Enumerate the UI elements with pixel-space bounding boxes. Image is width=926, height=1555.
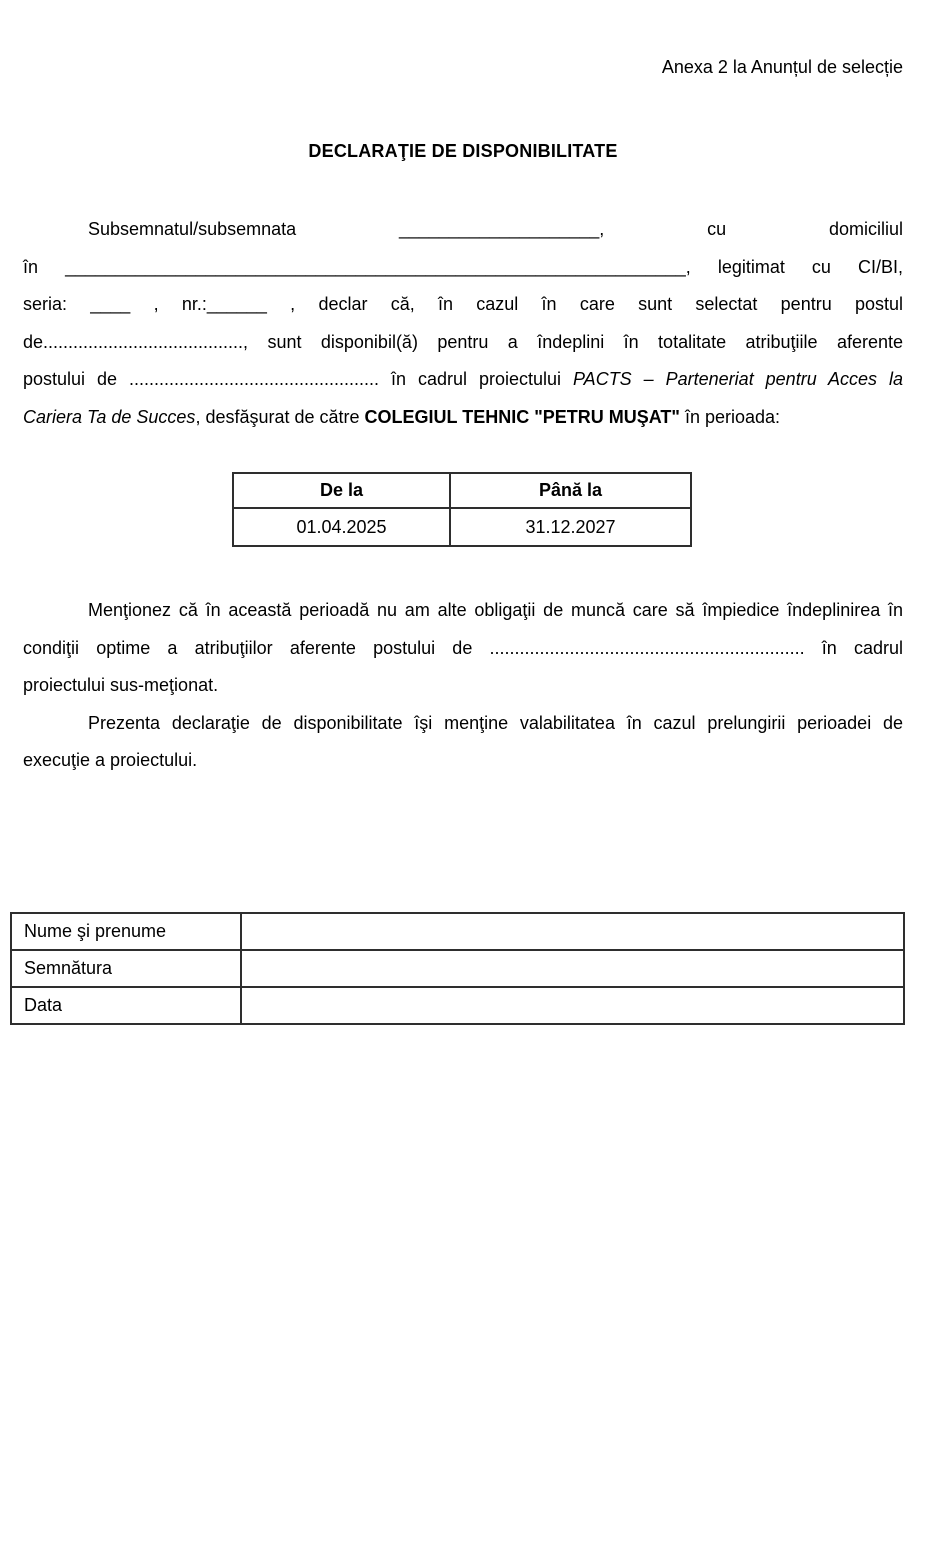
- para1-line5: [23, 361, 903, 399]
- para1-line2: în ______________________________________________________________, legitimat cu CI/BI,: [23, 256, 903, 277]
- institution-name: COLEGIUL TEHNIC "PETRU MUŞAT": [364, 406, 680, 427]
- period-table: [232, 472, 692, 547]
- para1-line4: de........................................, sunt disponibil(ă) pentru a îndeplini în totalitate atribuţiile aferente: [23, 331, 903, 352]
- para2-line3: proiectului sus-meţionat.: [23, 675, 219, 695]
- period-end-date: 31.12.2027: [450, 508, 691, 546]
- para1-line6-text2: în perioada:: [679, 406, 781, 427]
- date-value-cell: [241, 987, 904, 1024]
- signature-table: [10, 912, 905, 1025]
- date-label: Data: [11, 987, 241, 1024]
- para2-line2: condiţii optime a atribuţiilor aferente postului de ............................................................... în cadrul: [23, 637, 903, 658]
- name-value-cell: [241, 913, 904, 950]
- name-label: Nume şi prenume: [11, 913, 241, 950]
- table-row-signature: [11, 950, 904, 987]
- table-row-date: [11, 987, 904, 1024]
- signature-value-cell: [241, 950, 904, 987]
- para3-line1: Prezenta declaraţie de disponibilitate îşi menţine valabilitatea în cazul prelungirii perioadei de: [88, 712, 903, 733]
- period-start-date: 01.04.2025: [233, 508, 450, 546]
- project-name-part1: PACTS – Parteneriat pentru Acces la: [573, 369, 903, 389]
- para2-line1: Menţionez că în această perioadă nu am alte obligaţii de muncă care să împiedice îndeplinirea în: [88, 600, 903, 620]
- para3-line2: execuţie a proiectului.: [23, 750, 198, 770]
- document-page: [0, 55, 926, 1555]
- annex-label: Anexa 2 la Anunțul de selecție: [661, 57, 903, 77]
- para1-line1: Subsemnatul/subsemnata ____________________, cu domiciliul: [88, 219, 903, 239]
- para1-line5-text: postului de .................................................. în cadrul proiectului: [23, 369, 574, 389]
- period-table-header-from: De la: [233, 473, 450, 508]
- para1-line3: seria: ____ , nr.:______ , declar că, în cazul în care sunt selectat pentru postul: [23, 294, 903, 314]
- period-table-header-row: [233, 473, 691, 508]
- period-table-header-until: Până la: [450, 473, 691, 508]
- para1-line6: [23, 399, 903, 437]
- project-name-part2: Cariera Ta de Succes: [23, 406, 196, 427]
- table-row-name: [11, 913, 904, 950]
- paragraph-mention: [23, 592, 903, 705]
- para1-line6-text1: , desfăşurat de către: [195, 406, 365, 427]
- paragraph-validity: [23, 705, 903, 780]
- period-table-data-row: [233, 508, 691, 546]
- signature-label: Semnătura: [11, 950, 241, 987]
- document-title: DECLARAŢIE DE DISPONIBILITATE: [308, 141, 618, 161]
- paragraph-declaration: [23, 211, 903, 436]
